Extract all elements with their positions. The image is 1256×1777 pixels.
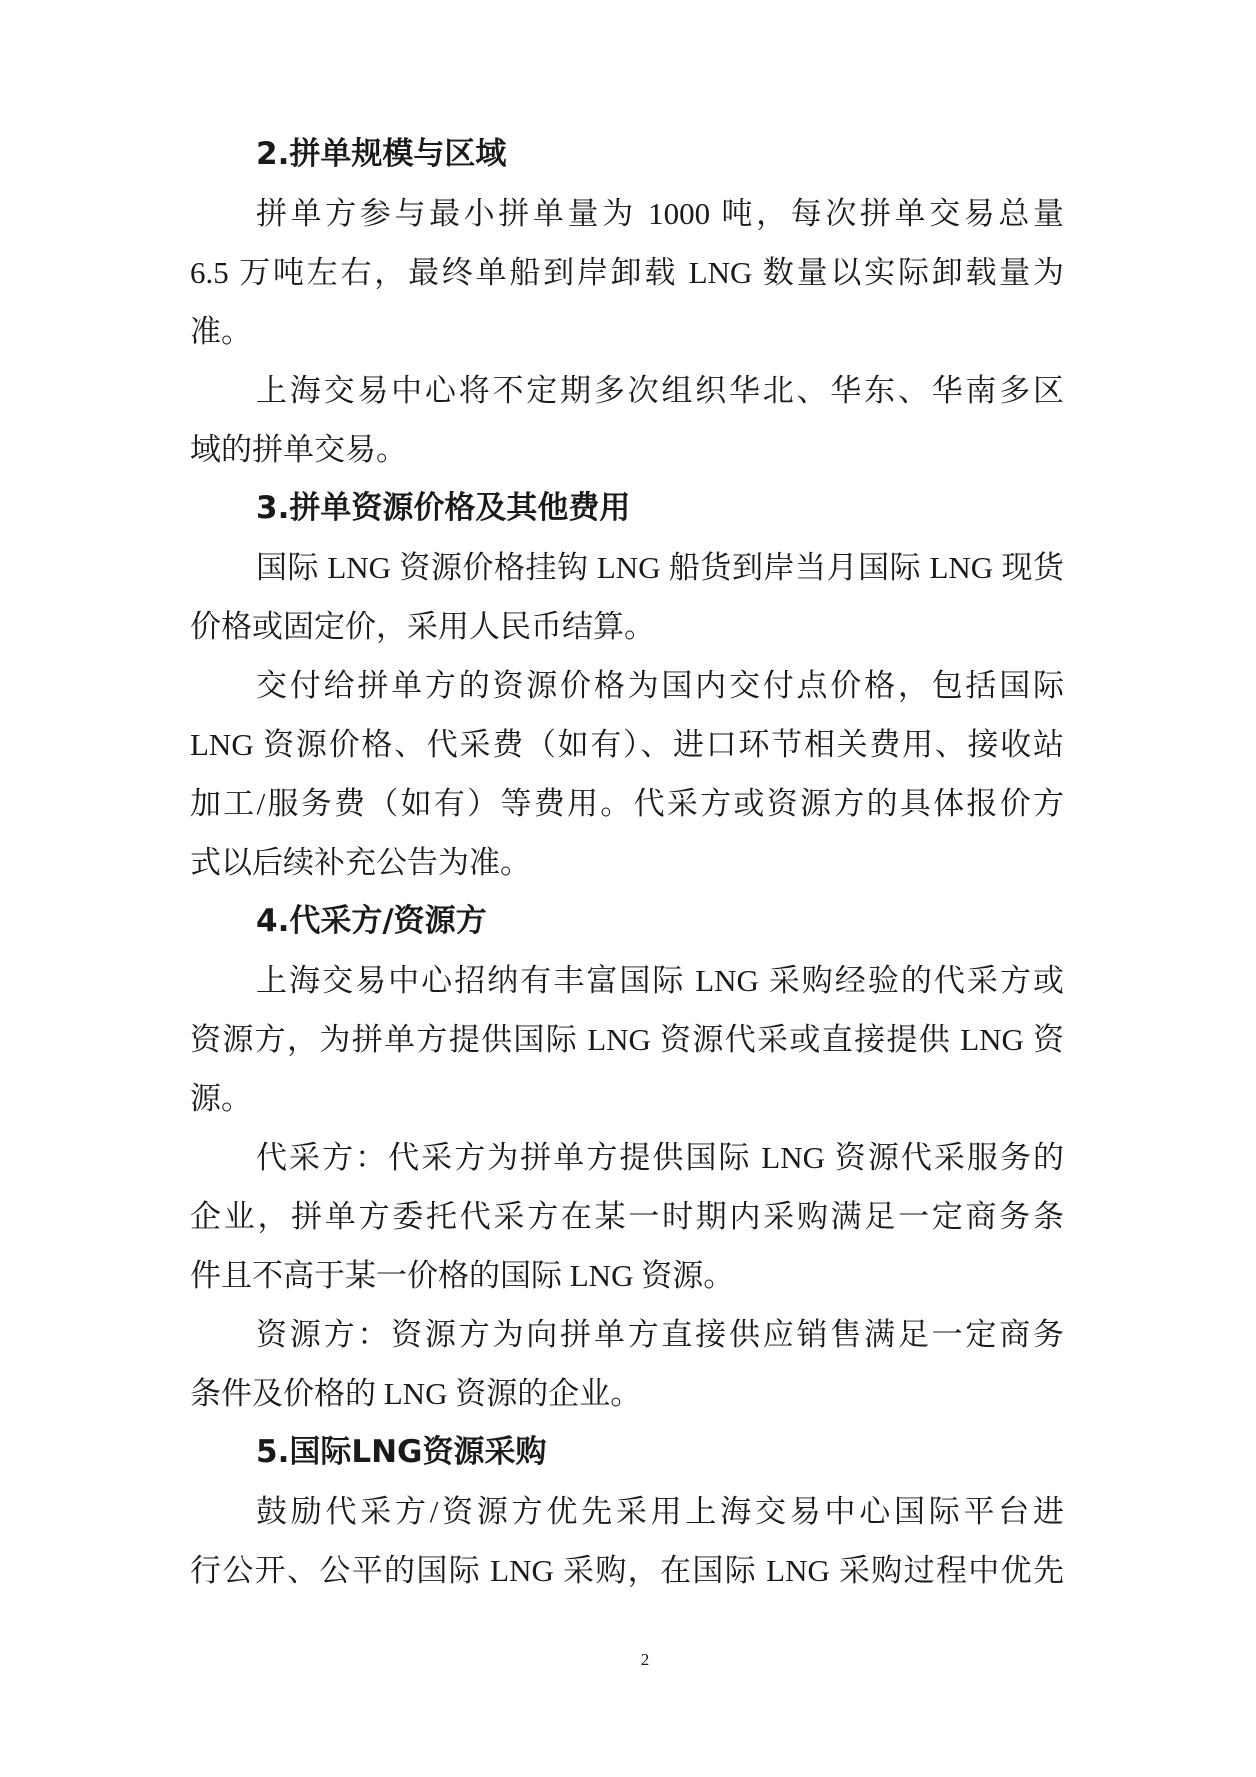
text-line: 交付给拼单方的资源价格为国内交付点价格，包括国际 <box>256 668 1064 703</box>
text-line: 资源方：资源方为向拼单方直接供应销售满足一定商务 <box>256 1317 1064 1352</box>
section-heading: 4.代采方/资源方 <box>256 903 487 939</box>
section-heading: 3.拼单资源价格及其他费用 <box>256 490 631 526</box>
paragraph <box>190 361 1064 479</box>
text-line: 资源方，为拼单方提供国际 LNG 资源代采或直接提供 LNG 资 <box>190 1022 1064 1057</box>
text-line: 上海交易中心将不定期多次组织华北、华东、华南多区 <box>256 373 1064 408</box>
document-body <box>190 125 1064 1600</box>
section-heading: 2.拼单规模与区域 <box>256 136 507 172</box>
section-agents-and-suppliers <box>190 892 1064 1423</box>
section-lng-procurement <box>190 1423 1064 1600</box>
text-line: 行公开、公平的国际 LNG 采购，在国际 LNG 采购过程中优先 <box>190 1553 1064 1588</box>
paragraph <box>190 1305 1064 1423</box>
paragraph <box>190 951 1064 1128</box>
text-line: 鼓励代采方/资源方优先采用上海交易中心国际平台进 <box>256 1494 1064 1529</box>
text-line: 6.5 万吨左右，最终单船到岸卸载 LNG 数量以实际卸载量为 <box>190 255 1064 290</box>
text-line: LNG 资源价格、代采费（如有）、进口环节相关费用、接收站 <box>190 727 1064 762</box>
section-price-and-fees <box>190 479 1064 892</box>
paragraph <box>190 538 1064 656</box>
text-line: 价格或固定价，采用人民币结算。 <box>190 609 655 644</box>
section-scale-and-region <box>190 125 1064 479</box>
text-line: 式以后续补充公告为准。 <box>190 845 531 880</box>
paragraph <box>190 184 1064 361</box>
text-line: 件且不高于某一价格的国际 LNG 资源。 <box>190 1258 735 1293</box>
text-line: 准。 <box>190 314 252 349</box>
paragraph <box>190 656 1064 892</box>
section-heading: 5.国际LNG资源采购 <box>256 1434 547 1470</box>
text-line: 条件及价格的 LNG 资源的企业。 <box>190 1376 642 1411</box>
text-line: 域的拼单交易。 <box>190 432 407 467</box>
text-line: 企业，拼单方委托代采方在某一时期内采购满足一定商务条 <box>190 1199 1064 1234</box>
paragraph <box>190 1482 1064 1600</box>
text-line: 代采方：代采方为拼单方提供国际 LNG 资源代采服务的 <box>256 1140 1064 1175</box>
text-line: 源。 <box>190 1081 252 1116</box>
paragraph <box>190 1128 1064 1305</box>
text-line: 加工/服务费（如有）等费用。代采方或资源方的具体报价方 <box>190 786 1064 821</box>
text-line: 上海交易中心招纳有丰富国际 LNG 采购经验的代采方或 <box>256 963 1064 998</box>
page-number: 2 <box>640 1650 650 1669</box>
text-line: 国际 LNG 资源价格挂钩 LNG 船货到岸当月国际 LNG 现货 <box>256 550 1064 585</box>
text-line: 拼单方参与最小拼单量为 1000 吨，每次拼单交易总量 <box>256 196 1064 231</box>
